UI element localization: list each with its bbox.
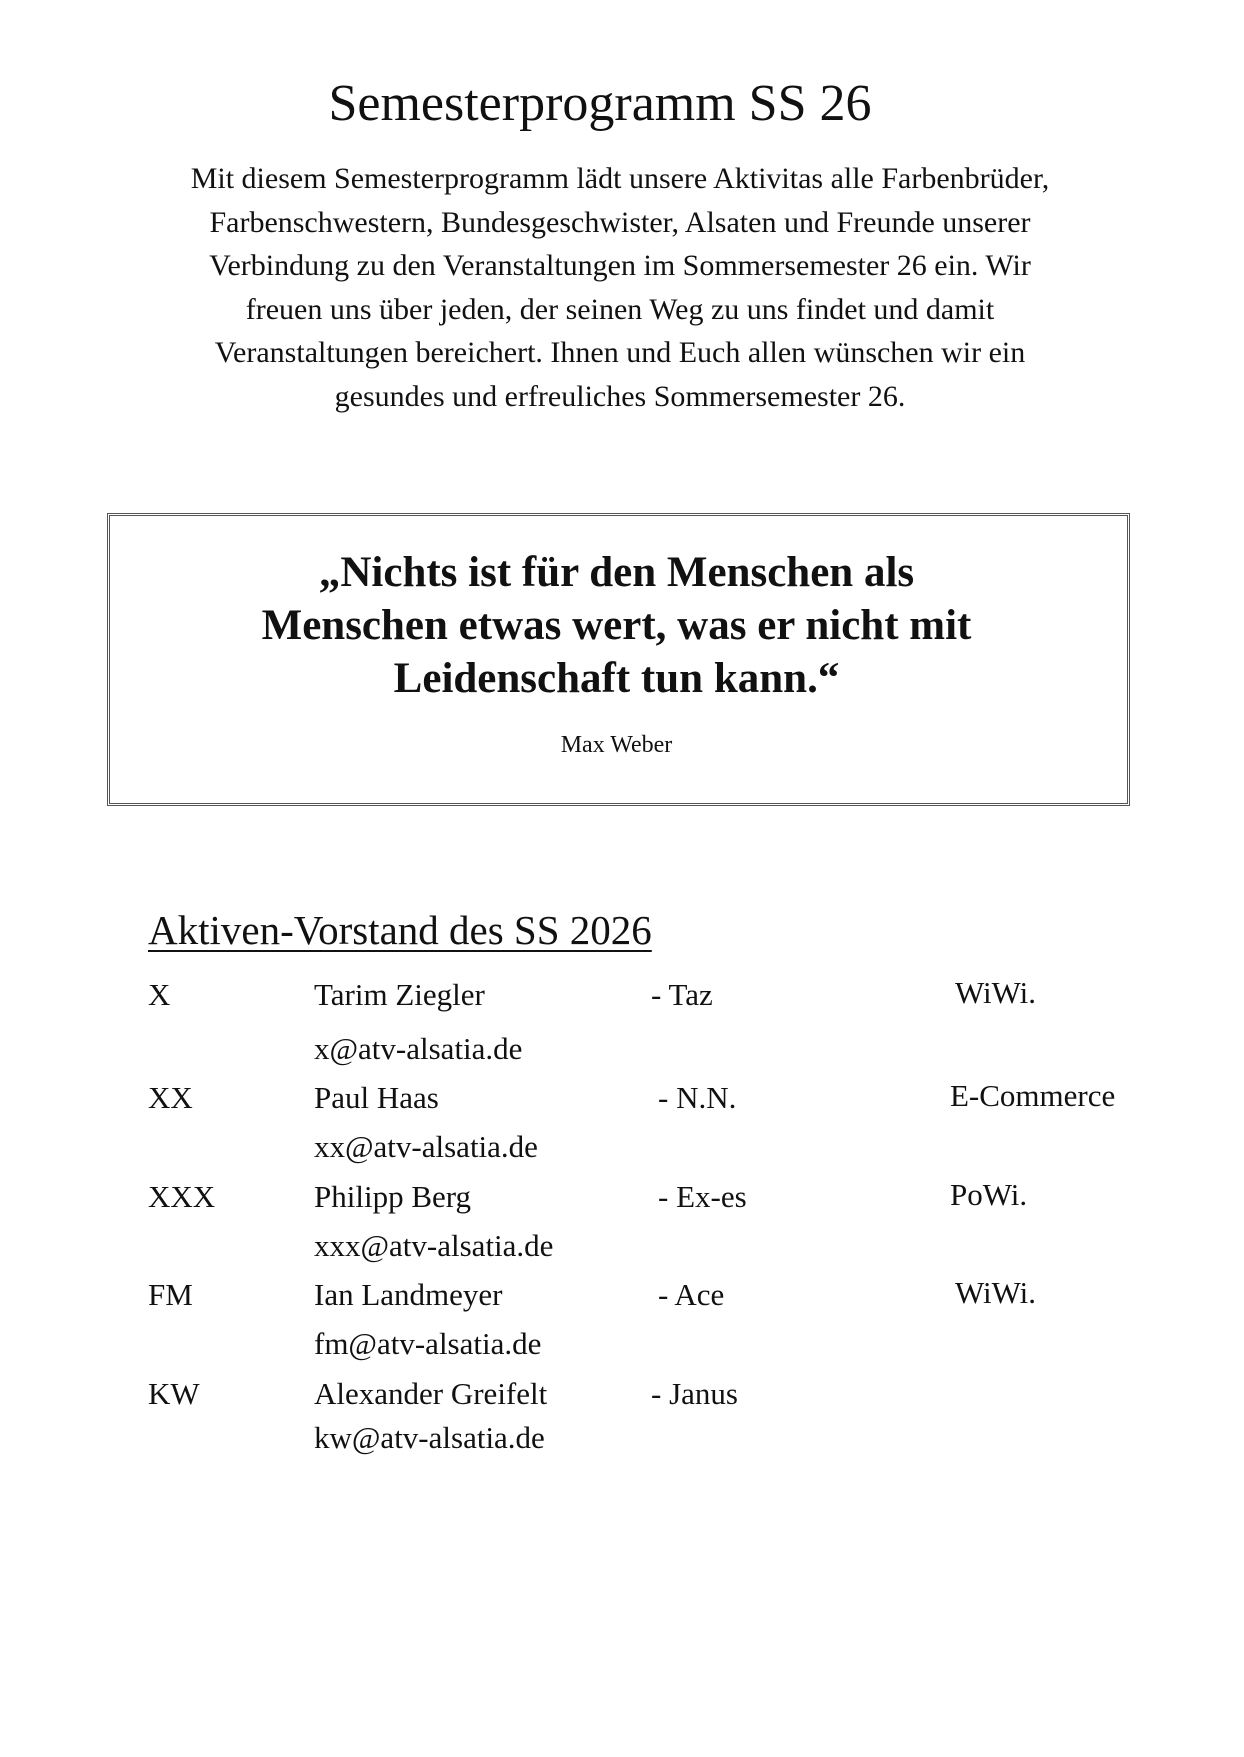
member-nickname: - N.N. <box>658 1080 737 1115</box>
member-office: X <box>148 977 171 1012</box>
member-nickname: - Ex-es <box>658 1179 747 1214</box>
intro-line: Verbindung zu den Veranstaltungen im Sommersemester 26 ein. Wir <box>209 249 1031 282</box>
intro-paragraph <box>130 157 1110 418</box>
member-name: Ian Landmeyer <box>314 1277 503 1312</box>
quote-author: Max Weber <box>560 732 673 758</box>
member-study: WiWi. <box>955 1275 1037 1310</box>
member-name: Philipp Berg <box>314 1179 472 1214</box>
board-member-xxx <box>0 1177 1244 1267</box>
member-email[interactable]: xxx@atv-alsatia.de <box>314 1228 554 1263</box>
member-study: PoWi. <box>950 1177 1028 1212</box>
member-email[interactable]: fm@atv-alsatia.de <box>314 1326 542 1361</box>
intro-line: Farbenschwestern, Bundesgeschwister, Alsaten und Freunde unserer <box>209 205 1031 239</box>
quote-box <box>107 513 1130 806</box>
member-name: Alexander Greifelt <box>314 1376 548 1411</box>
member-name: Tarim Ziegler <box>314 977 485 1012</box>
intro-line: Mit diesem Semesterprogramm lädt unsere Aktivitas alle Farbenbrüder, <box>190 162 1050 195</box>
member-nickname: - Taz <box>651 977 713 1012</box>
member-email[interactable]: kw@atv-alsatia.de <box>314 1420 545 1455</box>
board-member-kw <box>0 1374 1244 1464</box>
board-member-fm <box>0 1275 1244 1365</box>
intro-line: Veranstaltungen bereichert. Ihnen und Euch allen wünschen wir ein <box>214 336 1026 369</box>
member-name: Paul Haas <box>314 1080 439 1115</box>
quote-line: „Nichts ist für den Menschen als <box>318 549 915 596</box>
member-study: WiWi. <box>955 975 1037 1010</box>
board-member-xx <box>0 1078 1244 1168</box>
member-office: XX <box>148 1080 193 1115</box>
member-nickname: - Janus <box>651 1376 738 1411</box>
member-email[interactable]: xx@atv-alsatia.de <box>314 1129 538 1164</box>
page-title: Semesterprogramm SS 26 <box>328 75 872 132</box>
member-email[interactable]: x@atv-alsatia.de <box>314 1031 523 1066</box>
member-study: E-Commerce <box>950 1078 1116 1113</box>
board-heading: Aktiven-Vorstand des SS 2026 <box>148 907 652 953</box>
intro-line: gesundes und erfreuliches Sommersemester 26. <box>334 379 906 413</box>
quote-text <box>110 546 1123 705</box>
member-nickname: - Ace <box>658 1277 725 1312</box>
member-office: KW <box>148 1376 200 1411</box>
intro-line: freuen uns über jeden, der seinen Weg zu uns findet und damit <box>245 292 995 326</box>
quote-line: Menschen etwas wert, was er nicht mit <box>261 602 972 649</box>
quote-line: Leidenschaft tun kann.“ <box>393 655 840 702</box>
member-office: FM <box>148 1277 193 1312</box>
board-member-x <box>0 975 1244 1065</box>
member-office: XXX <box>148 1179 216 1214</box>
